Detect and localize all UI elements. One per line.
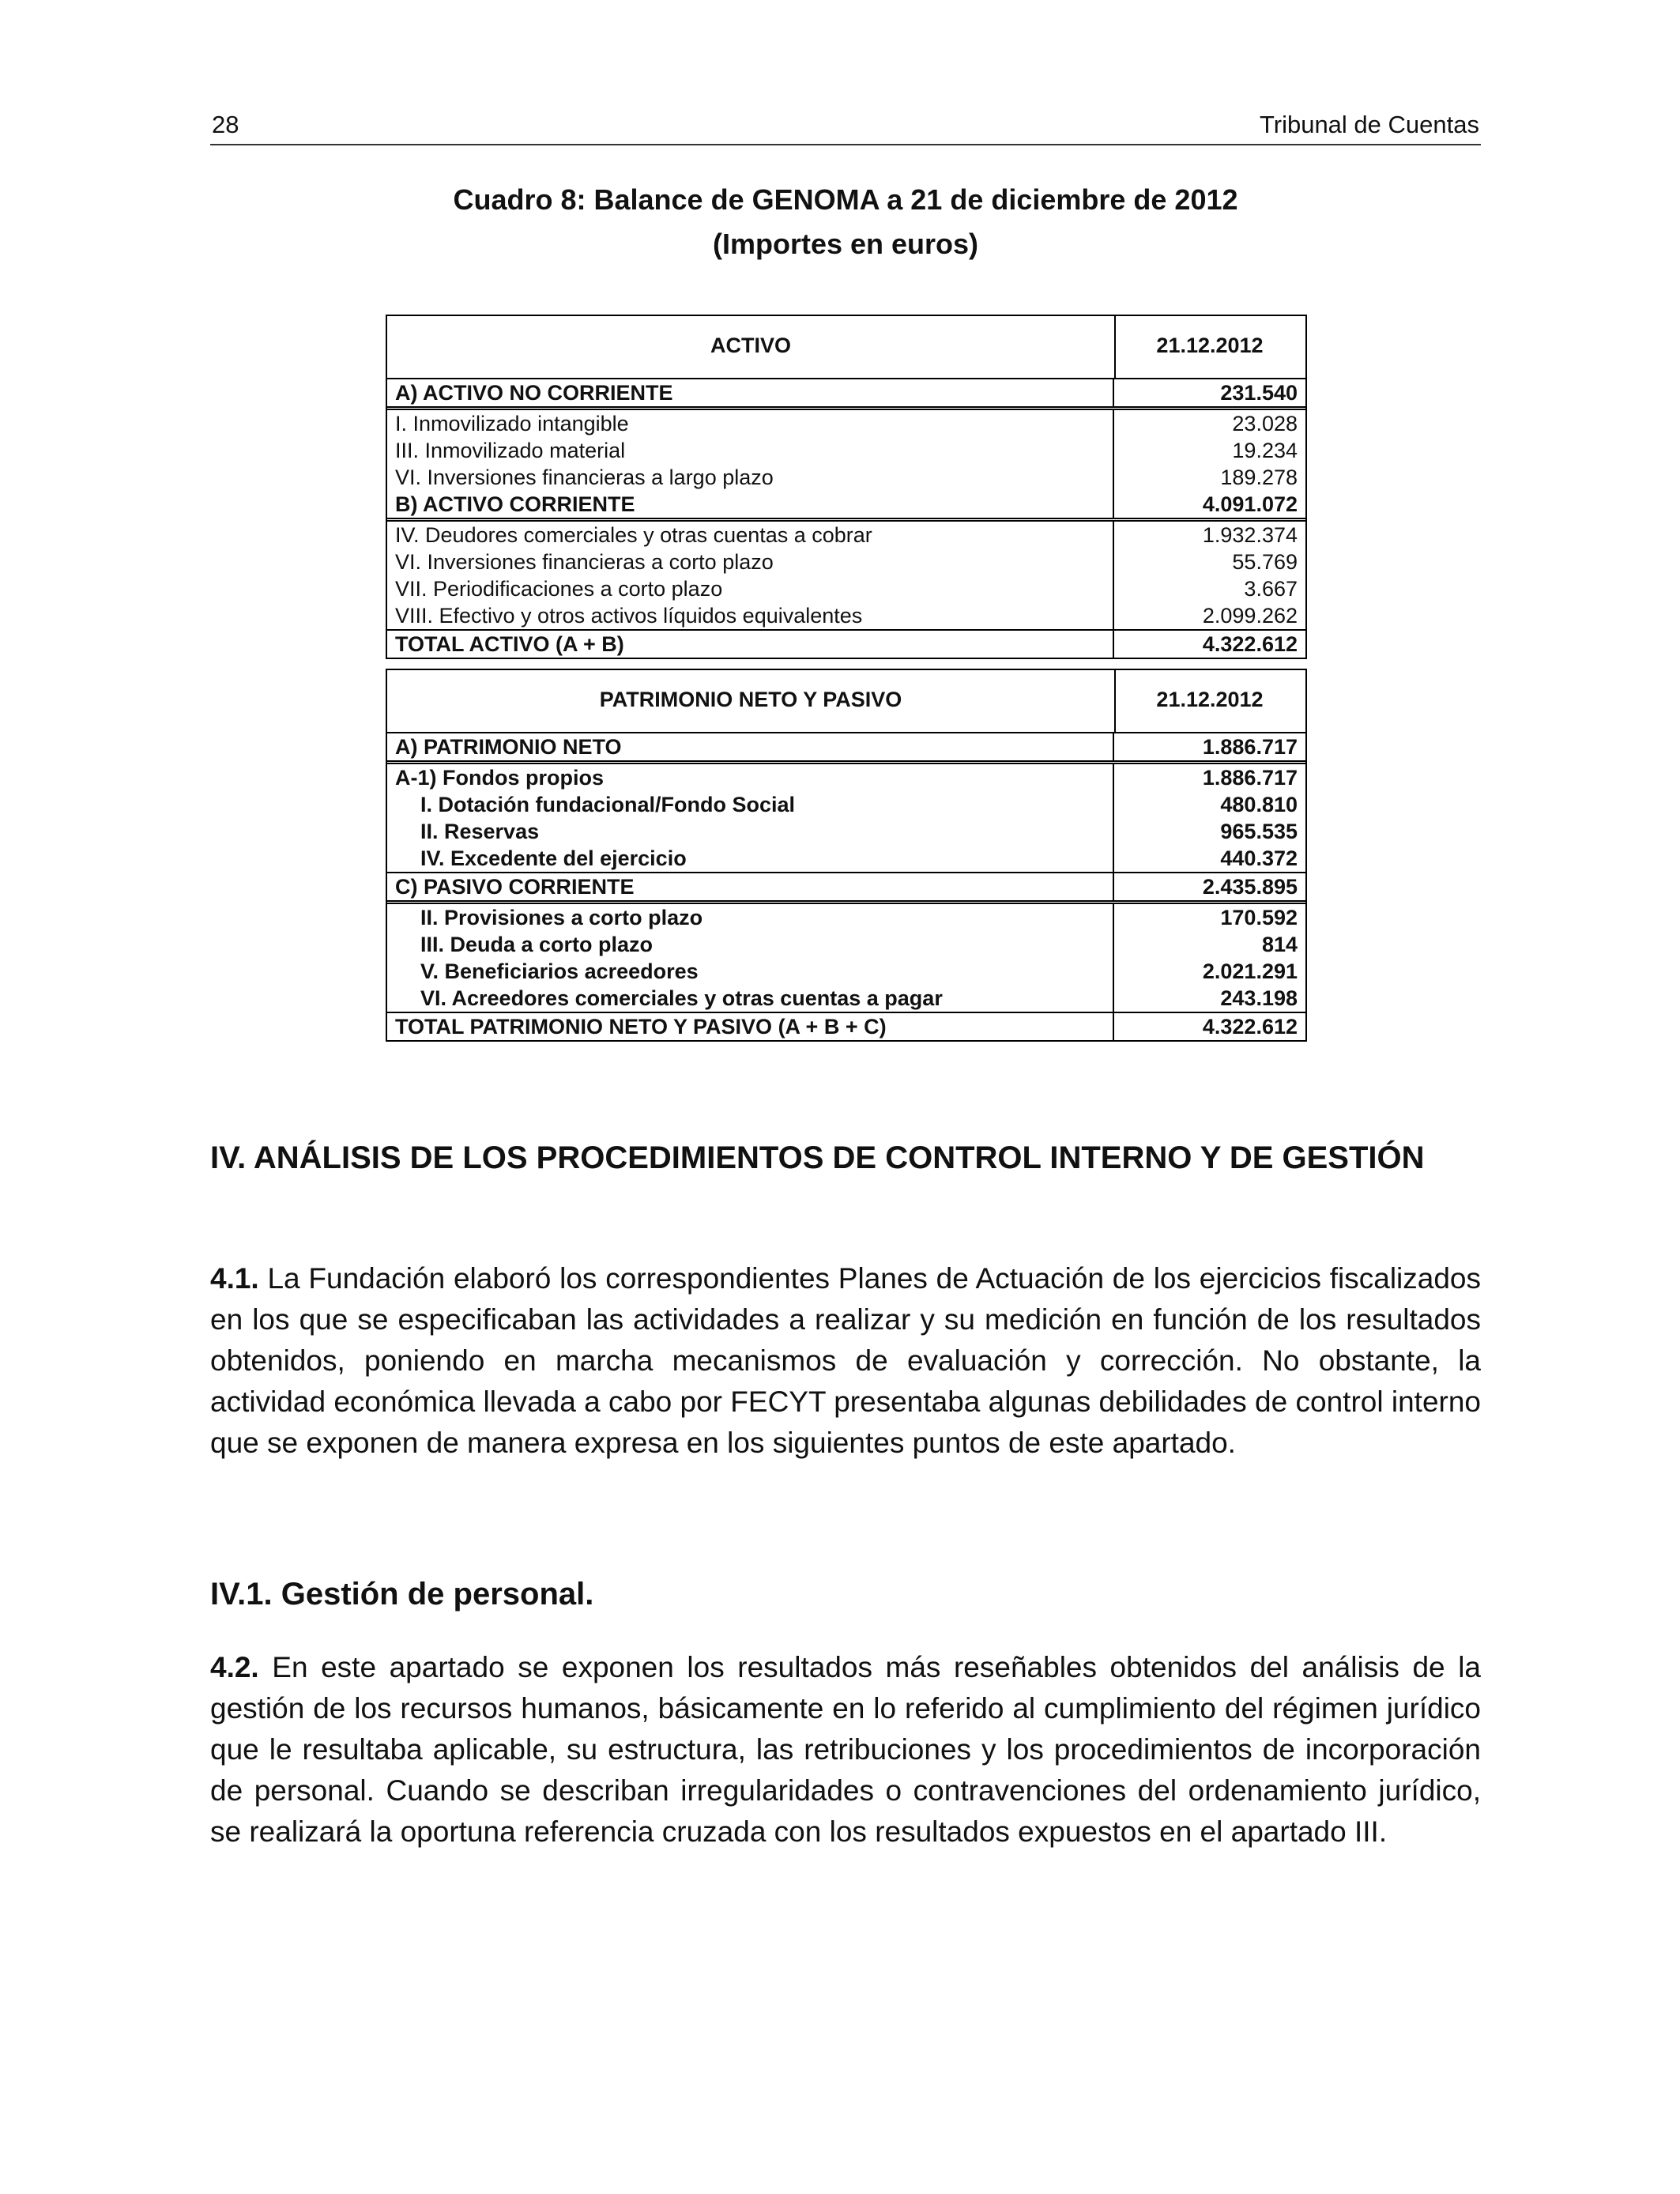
balance-pasivo-table [386,669,1307,1042]
table-row: IV. Excedente del ejercicio 440.372 [387,845,1305,873]
table-row: VI. Inversiones financieras a corto plazo 55.769 [387,548,1305,575]
table-row: VI. Acreedores comerciales y otras cuentas a pagar 243.198 [387,985,1305,1013]
table-row: III. Inmovilizado material 19.234 [387,437,1305,464]
page-number: 28 [212,111,239,138]
table-row: B) ACTIVO CORRIENTE 4.091.072 [387,491,1305,522]
paragraph-number: 4.2. [210,1651,259,1683]
paragraph-text: La Fundación elaboró los correspondientes Planes de Actuación de los ejercicios fiscalizados en los que se especificaban las actividades a realizar y su medición en función de los resultados obtenidos, poniendo en marcha mecanismos de evaluación y corrección. No obstante, la actividad económica llevada a cabo por FECYT presentaba algunas debilidades de control interno que se exponen de manera expresa en los siguientes puntos de este apartado. [210,1262,1481,1459]
table-row: I. Dotación fundacional/Fondo Social 480.810 [387,791,1305,818]
table-row: III. Deuda a corto plazo 814 [387,931,1305,958]
table-row: I. Inmovilizado intangible 23.028 [387,410,1305,437]
table-caption: Cuadro 8: Balance de GENOMA a 21 de diciembre de 2012 [453,183,1238,216]
table-row: A) PATRIMONIO NETO 1.886.717 [387,733,1305,764]
paragraph-number: 4.1. [210,1262,259,1295]
balance-activo-table [386,315,1307,659]
section-heading-iv: IV. ANÁLISIS DE LOS PROCEDIMIENTOS DE CONTROL INTERNO Y DE GESTIÓN [210,1140,1425,1175]
page-header [210,111,1481,145]
table-row: A) ACTIVO NO CORRIENTE 231.540 [387,379,1305,410]
table-header-row [387,670,1305,733]
table-total-row: TOTAL ACTIVO (A + B) 4.322.612 [387,631,1305,658]
table-row: V. Beneficiarios acreedores 2.021.291 [387,958,1305,985]
table-row: A-1) Fondos propios 1.886.717 [387,764,1305,791]
paragraph-4-1 [210,1258,1481,1464]
table-row: VIII. Efectivo y otros activos líquidos equivalentes 2.099.262 [387,602,1305,631]
running-header-org: Tribunal de Cuentas [1259,111,1479,138]
column-header-date: 21.12.2012 [1156,688,1264,711]
section-heading-iv-1: IV.1. Gestión de personal. [210,1577,594,1612]
table-row: VII. Periodificaciones a corto plazo 3.667 [387,575,1305,602]
column-header-date: 21.12.2012 [1156,334,1264,357]
table-units: (Importes en euros) [712,228,979,260]
table-row: II. Reservas 965.535 [387,818,1305,845]
table-header-row [387,316,1305,379]
paragraph-4-2 [210,1647,1481,1853]
paragraph-text: En este apartado se exponen los resultados más reseñables obtenidos del análisis de la gestión de los recursos humanos, básicamente en lo referido al cumplimiento del régimen jurídico que le resultaba aplicable, su estructura, las retribuciones y los procedimientos de incorporación de personal. Cuando se describan irregularidades o contravenciones del ordenamiento jurídico, se realizará la oportuna referencia cruzada con los resultados expuestos en el apartado III. [210,1651,1481,1848]
table-row: II. Provisiones a corto plazo 170.592 [387,904,1305,931]
table-row: VI. Inversiones financieras a largo plazo 189.278 [387,464,1305,491]
table-total-row: TOTAL PATRIMONIO NETO Y PASIVO (A + B + C) 4.322.612 [387,1013,1305,1040]
column-header-pasivo: PATRIMONIO NETO Y PASIVO [599,688,902,711]
column-header-activo: ACTIVO [710,334,791,357]
table-row: IV. Deudores comerciales y otras cuentas a cobrar 1.932.374 [387,522,1305,548]
table-row: C) PASIVO CORRIENTE 2.435.895 [387,873,1305,904]
